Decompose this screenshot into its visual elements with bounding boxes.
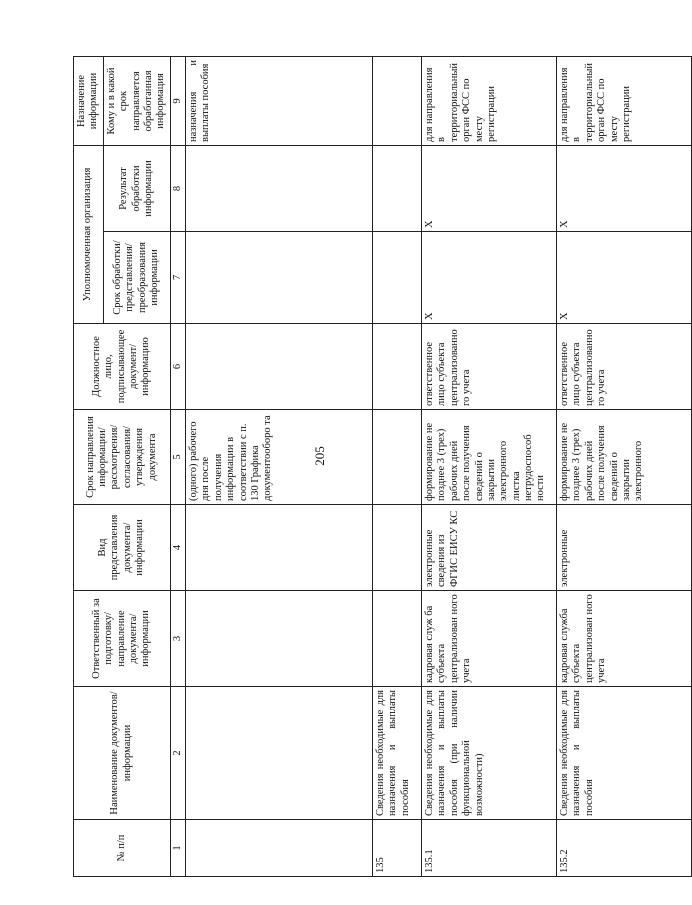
cell-type: электронные	[557, 505, 692, 591]
cell-num: 135.1	[422, 820, 557, 877]
cell-num: 135	[373, 820, 422, 877]
col-number: 6	[170, 324, 185, 410]
cell-result	[373, 146, 422, 232]
cell-processing-term	[373, 232, 422, 324]
cell-term	[373, 410, 422, 505]
col-number: 4	[170, 505, 185, 591]
cell-name: Сведения необходимые для назначения и выплаты пособия	[373, 687, 422, 820]
header-name: Наименование документов/ информации	[74, 687, 171, 820]
table-row	[422, 57, 557, 877]
header-type: Вид представления документа/ информации	[74, 505, 171, 591]
table-row	[186, 57, 373, 877]
cell-recipient	[373, 57, 422, 146]
column-number-row	[170, 57, 185, 877]
cell-recipient: назначения и выплаты пособия	[186, 57, 373, 146]
table-row	[557, 57, 692, 877]
col-number: 8	[170, 146, 185, 232]
header-recipient: Кому и в какой срок направляется обработанная информация	[103, 57, 170, 146]
cell-responsible	[373, 591, 422, 687]
col-number: 9	[170, 57, 185, 146]
cell-term: формирование не позднее 3 (трех) рабочих дней после получения сведений о закрытии электронного листка нетрудоспособ ности	[422, 410, 557, 505]
col-number: 3	[170, 591, 185, 687]
cell-type: электронные сведения из ФГИС ЕИСУ КС	[422, 505, 557, 591]
header-authorized-org: Уполномоченная организация	[74, 146, 104, 324]
cell-type	[186, 505, 373, 591]
cell-official	[186, 324, 373, 410]
cell-term: (одного) рабочего дня после получения информации в соответствии с п. 130 Графика документооборо та	[186, 410, 373, 505]
cell-name	[186, 687, 373, 820]
document-flow-table	[73, 56, 692, 877]
cell-processing-term	[186, 232, 373, 324]
header-destination: Назначение информации	[74, 57, 104, 146]
col-number: 1	[170, 820, 185, 877]
cell-processing-term: X	[422, 232, 557, 324]
col-number: 5	[170, 410, 185, 505]
cell-name: Сведения необходимые для назначения и выплаты пособия (при наличии функциональной возможности)	[422, 687, 557, 820]
header-term: Срок направления информации/ рассмотрения/ согласования/ утверждения документа	[74, 410, 171, 505]
cell-official	[373, 324, 422, 410]
cell-result: X	[422, 146, 557, 232]
header-official: Должностное лицо, подписывающее документ/ информацию	[74, 324, 171, 410]
col-number: 2	[170, 687, 185, 820]
cell-processing-term: X	[557, 232, 692, 324]
col-number: 7	[170, 232, 185, 324]
cell-responsible: кадровая служба субъекта централизован ного учета	[557, 591, 692, 687]
table-row	[373, 57, 422, 877]
cell-official: ответственное лицо субъекта централизованно го учета	[422, 324, 557, 410]
page-number: 205	[312, 446, 327, 466]
header-responsible: Ответственный за подготовку/ направление документа/ информации	[74, 591, 171, 687]
cell-num: 135.2	[557, 820, 692, 877]
cell-responsible	[186, 591, 373, 687]
cell-term: формирование не позднее 3 (трех) рабочих дней после получения сведений о закрытии электронного	[557, 410, 692, 505]
cell-result: X	[557, 146, 692, 232]
cell-num	[186, 820, 373, 877]
cell-official: ответственное лицо субъекта централизованно го учета	[557, 324, 692, 410]
header-num: № п/п	[74, 820, 171, 877]
cell-name: Сведения необходимые для назначения и выплаты пособия	[557, 687, 692, 820]
cell-recipient: для направления в территориальный орган ФСС по месту регистрации	[422, 57, 557, 146]
header-result: Результат обработки информации	[103, 146, 170, 232]
header-processing-term: Срок обработки/ представления/ преобразования информации	[103, 232, 170, 324]
rotated-table-area	[73, 57, 645, 877]
cell-responsible: кадровая служ ба субъекта централизован ного учета	[422, 591, 557, 687]
cell-recipient: для направления в территориальный орган ФСС по месту регистрации	[557, 57, 692, 146]
cell-type	[373, 505, 422, 591]
cell-result	[186, 146, 373, 232]
